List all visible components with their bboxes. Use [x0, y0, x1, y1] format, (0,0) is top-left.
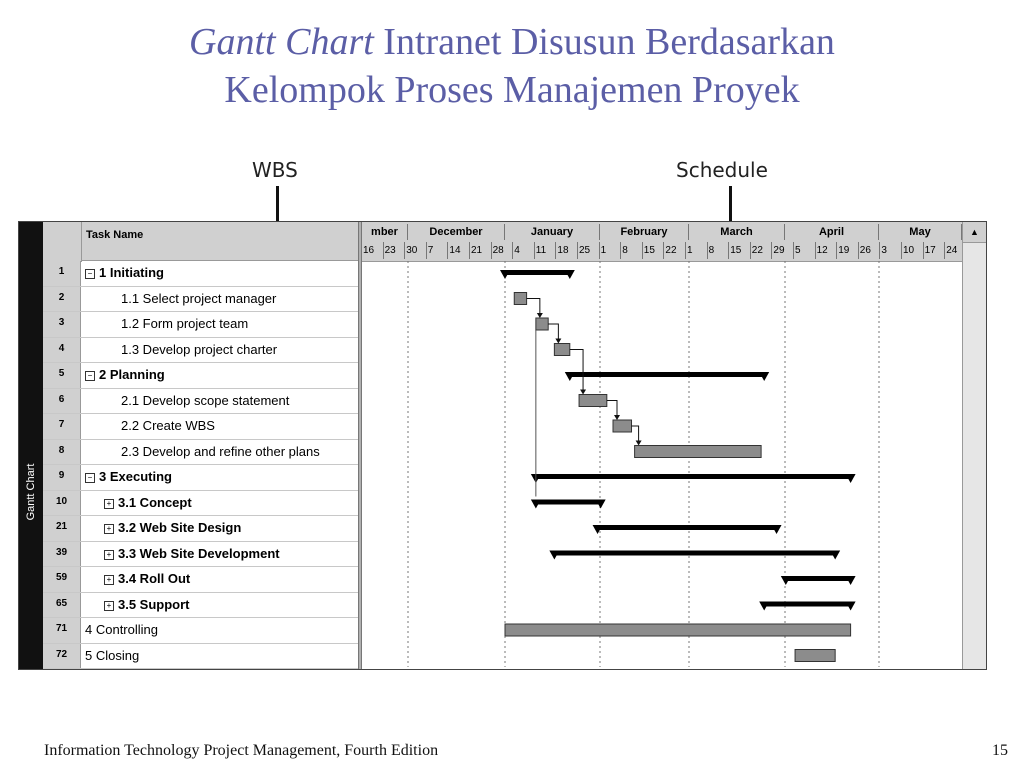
- timescale-day: 23: [384, 242, 406, 259]
- expand-icon[interactable]: +: [104, 575, 114, 585]
- timescale-day: 29: [772, 242, 794, 259]
- timescale-day: 7: [427, 242, 449, 259]
- collapse-icon[interactable]: −: [85, 371, 95, 381]
- task-name-label: 4 Controlling: [85, 622, 158, 637]
- timescale-day: 5: [794, 242, 816, 259]
- dependency-arrowhead: [555, 339, 561, 344]
- timescale-month: December: [408, 224, 505, 240]
- task-name-label: 3.2 Web Site Design: [118, 520, 242, 535]
- task-name-label: 1.2 Form project team: [121, 316, 249, 331]
- task-bar: [536, 318, 548, 330]
- timescale-day: 8: [708, 242, 730, 259]
- timescale-day: 22: [664, 242, 686, 259]
- summary-bar: [505, 270, 570, 275]
- timescale-day: 15: [729, 242, 751, 259]
- timescale-day: 15: [643, 242, 665, 259]
- task-name-cell[interactable]: [83, 287, 358, 312]
- task-name-label: 3.3 Web Site Development: [118, 545, 280, 561]
- expand-icon[interactable]: +: [104, 524, 114, 534]
- task-id-cell[interactable]: 7: [43, 414, 81, 439]
- timescale-month: February: [600, 224, 689, 240]
- timescale-day: 10: [902, 242, 924, 259]
- task-name-cell[interactable]: [83, 440, 358, 465]
- dependency-arrowhead: [614, 415, 620, 420]
- timescale-day: 4: [513, 242, 535, 259]
- task-id-cell[interactable]: 59: [43, 567, 81, 592]
- task-row[interactable]: [43, 542, 358, 568]
- task-row[interactable]: [43, 618, 358, 644]
- timescale-day: 19: [837, 242, 859, 259]
- timescale-day: 25: [578, 242, 600, 259]
- collapse-icon[interactable]: −: [85, 269, 95, 279]
- task-id-cell[interactable]: 65: [43, 593, 81, 618]
- collapse-icon[interactable]: −: [85, 473, 95, 483]
- timescale-day: 28: [492, 242, 514, 259]
- task-row[interactable]: [43, 440, 358, 466]
- task-name-cell[interactable]: [83, 644, 358, 669]
- task-bar: [635, 446, 762, 458]
- view-bar-gantt-tab[interactable]: [19, 222, 43, 669]
- task-name-cell[interactable]: [83, 312, 358, 337]
- slide-title: [0, 18, 1024, 114]
- summary-bar: [570, 372, 764, 377]
- wbs-callout: WBS: [252, 158, 298, 182]
- summary-bar: [764, 602, 850, 607]
- dependency-link: [570, 350, 583, 392]
- task-id-cell[interactable]: 1: [43, 261, 81, 286]
- task-name-label: 2 Planning: [99, 367, 165, 382]
- timescale-day: 11: [535, 242, 557, 259]
- dependency-link: [607, 401, 617, 418]
- task-row[interactable]: [43, 338, 358, 364]
- timescale-day: 24: [945, 242, 967, 259]
- task-name-label: 1.3 Develop project charter: [121, 341, 278, 357]
- timescale-day: 22: [751, 242, 773, 259]
- dependency-link: [527, 299, 540, 316]
- task-name-cell[interactable]: [83, 516, 358, 541]
- dependency-arrowhead: [636, 441, 642, 446]
- task-name-cell[interactable]: [83, 261, 358, 286]
- timescale-day: 30: [405, 242, 427, 259]
- task-name-cell[interactable]: [83, 465, 358, 490]
- task-id-cell[interactable]: 21: [43, 516, 81, 541]
- task-name-cell[interactable]: [83, 338, 358, 363]
- task-bar: [613, 420, 632, 432]
- summary-bar: [554, 551, 835, 556]
- task-row[interactable]: [43, 465, 358, 491]
- task-row[interactable]: [43, 312, 358, 338]
- task-row[interactable]: [43, 261, 358, 287]
- task-name-label: 2.1 Develop scope statement: [121, 392, 290, 408]
- task-name-cell[interactable]: [83, 542, 358, 567]
- task-name-label: 3.5 Support: [118, 596, 190, 612]
- summary-bar: [786, 576, 851, 581]
- task-id-cell[interactable]: 10: [43, 491, 81, 516]
- task-name-label: 1 Initiating: [99, 265, 164, 280]
- task-name-label: 2.2 Create WBS: [121, 418, 215, 433]
- dependency-link: [632, 426, 639, 443]
- task-name-label: 3.1 Concept: [118, 494, 192, 510]
- task-id-cell[interactable]: 6: [43, 389, 81, 414]
- expand-icon[interactable]: +: [104, 499, 114, 509]
- timescale-day: 3: [880, 242, 902, 259]
- task-id-cell[interactable]: 39: [43, 542, 81, 567]
- task-row[interactable]: [43, 287, 358, 313]
- title-line2: Kelompok Proses Manajemen Proyek: [224, 69, 800, 111]
- timescale-day: 18: [556, 242, 578, 259]
- select-all-corner[interactable]: [43, 222, 82, 262]
- task-id-cell[interactable]: 4: [43, 338, 81, 363]
- expand-icon[interactable]: +: [104, 550, 114, 560]
- task-row[interactable]: [43, 644, 358, 670]
- task-id-cell[interactable]: 2: [43, 287, 81, 312]
- dependency-link: [548, 324, 558, 341]
- task-id-cell[interactable]: 5: [43, 363, 81, 388]
- task-name-cell[interactable]: [83, 363, 358, 388]
- timescale-day: 12: [816, 242, 838, 259]
- task-name-cell[interactable]: [83, 567, 358, 592]
- task-id-cell[interactable]: 72: [43, 644, 81, 669]
- vertical-scrollbar[interactable]: [962, 222, 986, 669]
- task-id-cell[interactable]: 71: [43, 618, 81, 643]
- summary-bar: [598, 525, 777, 530]
- gantt-bar-chart: [362, 261, 962, 667]
- task-row[interactable]: [43, 593, 358, 619]
- task-row[interactable]: [43, 414, 358, 440]
- task-row[interactable]: [43, 389, 358, 415]
- task-bar: [514, 293, 526, 305]
- task-name-label: 2.3 Develop and refine other plans: [121, 443, 320, 459]
- scroll-up-arrow[interactable]: ▲: [963, 222, 986, 243]
- task-name-cell[interactable]: [83, 618, 358, 643]
- task-name-label: 5 Closing: [85, 647, 140, 663]
- timescale-day: 1: [600, 242, 622, 259]
- summary-bar: [536, 474, 851, 479]
- timescale-day: 14: [448, 242, 470, 259]
- task-id-cell[interactable]: 3: [43, 312, 81, 337]
- task-id-cell[interactable]: 8: [43, 440, 81, 465]
- timescale-month: January: [505, 224, 600, 240]
- task-bar: [505, 624, 851, 636]
- timescale: [362, 222, 962, 262]
- timescale-day: 26: [859, 242, 881, 259]
- task-name-label: 3.4 Roll Out: [118, 571, 191, 586]
- timescale-day: 17: [924, 242, 946, 259]
- task-row[interactable]: [43, 363, 358, 389]
- title-line1-rest: Intranet Disusun Berdasarkan: [373, 21, 835, 63]
- task-name-cell[interactable]: [83, 414, 358, 439]
- task-bar: [554, 344, 569, 356]
- task-name-label: 3 Executing: [99, 469, 172, 484]
- timescale-month: March: [689, 224, 785, 240]
- task-name-cell[interactable]: [83, 593, 358, 618]
- timescale-day: 16: [362, 242, 384, 259]
- task-bar: [795, 650, 835, 662]
- task-name-column-header[interactable]: Task Name: [82, 222, 358, 261]
- timescale-day: 1: [686, 242, 708, 259]
- title-italic: Gantt Chart: [189, 21, 374, 63]
- page-number: 15: [992, 742, 1008, 759]
- task-bar: [579, 395, 607, 407]
- task-row[interactable]: [43, 516, 358, 542]
- expand-icon[interactable]: +: [104, 601, 114, 611]
- task-row[interactable]: [43, 567, 358, 593]
- dependency-arrowhead: [580, 390, 586, 395]
- summary-bar: [536, 500, 601, 505]
- timescale-month: mber: [362, 224, 408, 240]
- task-name-label: 1.1 Select project manager: [121, 290, 277, 306]
- task-row[interactable]: [43, 491, 358, 517]
- dependency-arrowhead: [537, 313, 543, 318]
- task-name-cell[interactable]: [83, 389, 358, 414]
- task-id-cell[interactable]: 9: [43, 465, 81, 490]
- view-bar-label: Gantt Chart: [25, 463, 37, 521]
- timescale-day: 21: [470, 242, 492, 259]
- schedule-callout: Schedule: [676, 158, 768, 182]
- timescale-month: May: [879, 224, 962, 240]
- timescale-month: April: [785, 224, 879, 240]
- task-name-cell[interactable]: [83, 491, 358, 516]
- timescale-day: 8: [621, 242, 643, 259]
- footer-text: Information Technology Project Management, Fourth Edition: [44, 742, 439, 759]
- gantt-chart-window: [18, 221, 987, 670]
